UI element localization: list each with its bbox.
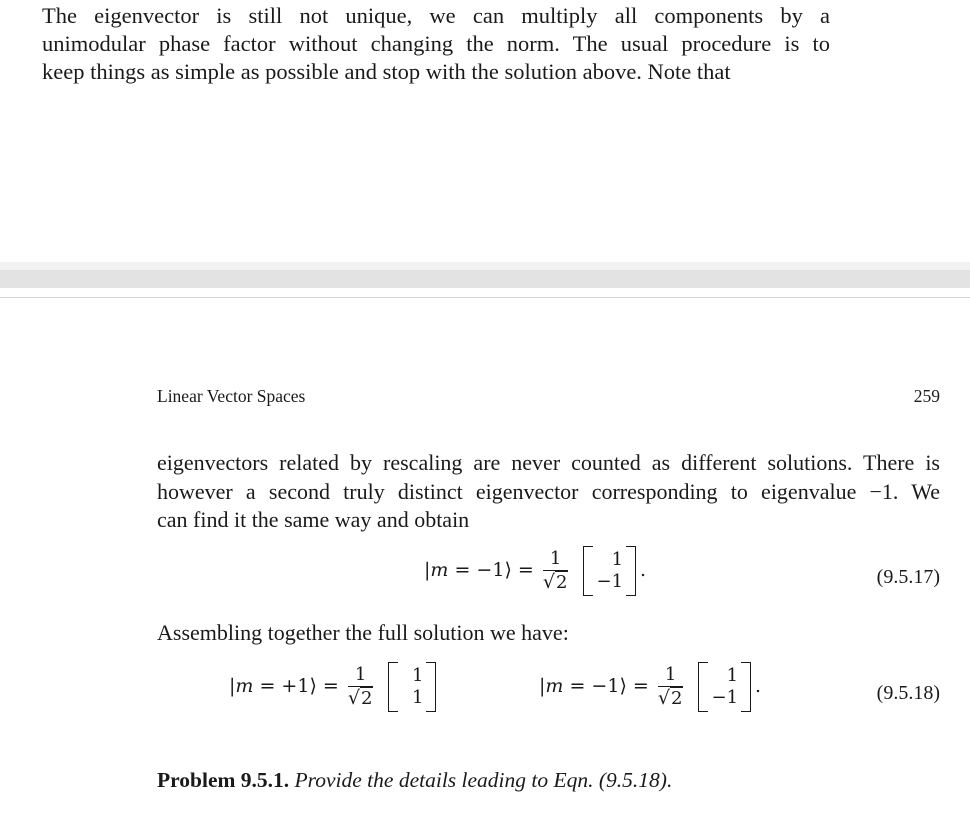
left-bracket (388, 662, 398, 712)
equation-label-9-5-17: (9.5.17) (876, 566, 940, 588)
top-paragraph-line: unimodular phase factor without changing the norm. The usual procedure is to (42, 31, 830, 56)
vector-bottom: −1 (596, 571, 624, 592)
main-paragraph-line: however a second truly distinct eigenvector corresponding to eigenvalue −1. We (157, 478, 940, 504)
ket-rest: = −1⟩ = (563, 675, 649, 697)
normalization-fraction (658, 664, 684, 710)
equation-label-9-5-18: (9.5.18) (876, 682, 940, 704)
vector-top: 1 (412, 665, 424, 686)
ket-open: | (424, 559, 431, 581)
equation-period: . (755, 675, 762, 697)
vector-top: 1 (611, 549, 624, 570)
fraction-denominator (348, 687, 374, 710)
sqrt-symbol: √ (542, 571, 555, 594)
vector-bottom: −1 (711, 687, 739, 708)
equation-9-5-18-right (539, 662, 761, 712)
equation-period: . (640, 559, 647, 581)
column-vector (398, 665, 426, 709)
left-bracket (583, 546, 593, 596)
fraction-denominator (658, 687, 684, 710)
ket-open: | (229, 675, 236, 697)
previous-page-fragment (0, 0, 970, 262)
ket-rest: = −1⟩ = (448, 559, 534, 581)
top-paragraph-line: The eigenvector is still not unique, we can multiply all components by a (42, 3, 830, 28)
fraction-denominator (543, 571, 569, 594)
sqrt-symbol: √ (657, 687, 670, 710)
problem-body: Provide the details leading to Eqn. (9.5.18). (294, 768, 673, 792)
left-bracket (698, 662, 708, 712)
page-separator-bar (0, 270, 970, 288)
column-vector (708, 665, 741, 709)
sqrt-argument: 2 (555, 572, 568, 594)
fraction-numerator: 1 (549, 547, 562, 569)
problem-heading: Problem 9.5.1. (157, 768, 290, 792)
right-bracket (426, 662, 436, 712)
ket-rest: = +1⟩ = (253, 675, 339, 697)
ket-variable: m (545, 675, 564, 697)
column-vector (593, 549, 626, 593)
sqrt-symbol: √ (347, 687, 360, 710)
equation-9-5-18-left (229, 662, 440, 712)
normalization-fraction (348, 664, 374, 710)
page-separator-line (0, 297, 970, 298)
ket-open: | (539, 675, 546, 697)
running-head: Linear Vector Spaces (157, 386, 306, 406)
assemble-sentence: Assembling together the full solution we have: (157, 620, 569, 645)
sqrt-argument: 2 (360, 688, 373, 710)
main-paragraph (157, 449, 940, 535)
main-paragraph-line: can find it the same way and obtain (157, 507, 470, 532)
sqrt-argument: 2 (670, 688, 683, 710)
normalization-fraction (543, 548, 569, 594)
vector-bottom: 1 (412, 687, 424, 708)
page-gap-shade (0, 262, 970, 270)
top-paragraph (42, 2, 830, 86)
main-paragraph-line: eigenvectors related by rescaling are never counted as different solutions. There is (157, 450, 940, 475)
right-bracket (741, 662, 751, 712)
problem-statement (157, 768, 672, 793)
ket-variable: m (430, 559, 449, 581)
ket-variable: m (235, 675, 254, 697)
right-bracket (626, 546, 636, 596)
top-paragraph-line: keep things as simple as possible and stop with the solution above. Note that (42, 59, 731, 84)
equation-9-5-17 (424, 546, 646, 596)
page-number: 259 (913, 386, 940, 406)
fraction-numerator: 1 (354, 663, 367, 685)
fraction-numerator: 1 (664, 663, 677, 685)
vector-top: 1 (726, 665, 739, 686)
